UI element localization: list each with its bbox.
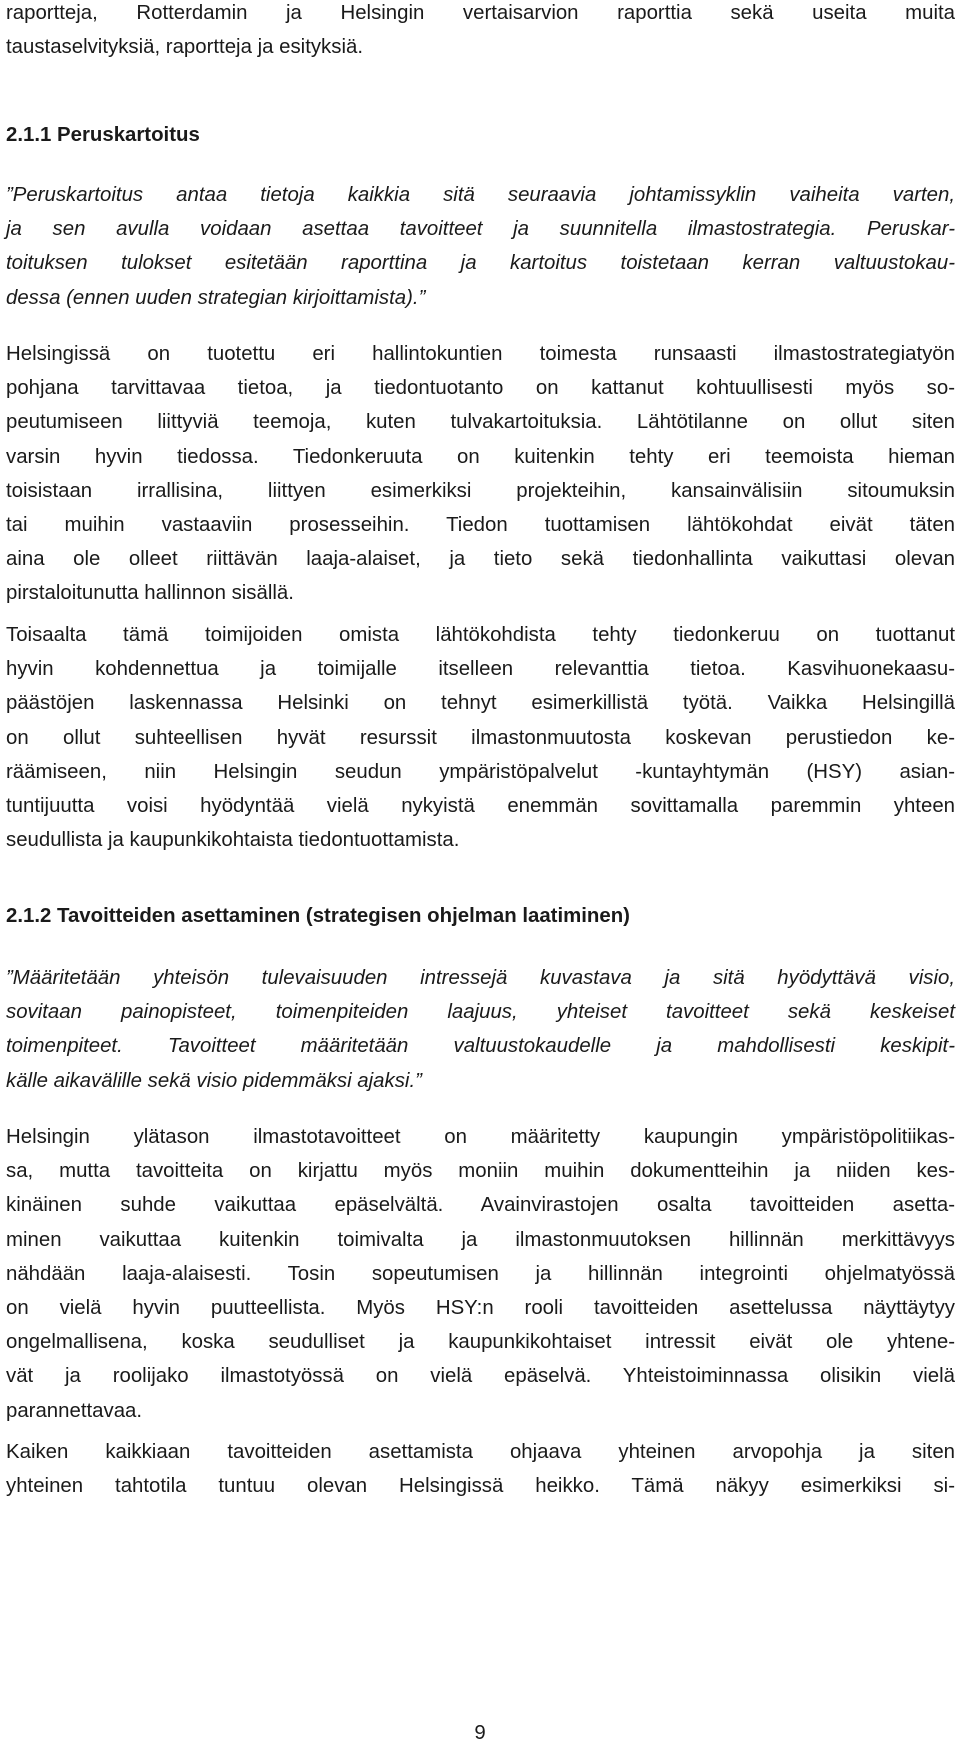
quote-tavoitteiden-asettaminen — [6, 961, 955, 1098]
text-line: toisistaan irrallisina, liittyen esimerkiksi projekteihin, kansainvälisiin sitoumuksin — [6, 479, 955, 502]
text-line: varsin hyvin tiedossa. Tiedonkeruuta on kuitenkin tehty eri teemoista hieman — [6, 445, 955, 468]
text-line: dessa (ennen uuden strategian kirjoittamista).” — [6, 286, 426, 309]
section-heading-2-1-2 — [6, 899, 955, 933]
text-line: yhteinen tahtotila tuntuu olevan Helsingissä heikko. Tämä näkyy esimerkiksi si- — [6, 1475, 955, 1498]
text-line: kinäinen suhde vaikuttaa epäselvältä. Avainvirastojen osalta tavoitteiden asetta- — [6, 1194, 955, 1217]
text-line: sa, mutta tavoitteita on kirjattu myös moniin muihin dokumentteihin ja niiden kes- — [6, 1160, 955, 1183]
text-line: hyvin kohdennettua ja toimijalle itselleen relevanttia tietoa. Kasvihuonekaasu- — [6, 658, 955, 681]
text-line: nähdään laaja-alaisesti. Tosin sopeutumisen ja hillinnän integrointi ohjelmatyössä — [6, 1262, 955, 1285]
text-line: ongelmallisena, koska seudulliset ja kaupunkikohtaiset intressit eivät ole yhtene- — [6, 1331, 955, 1354]
text-line: ”Peruskartoitus antaa tietoja kaikkia sitä seuraavia johtamissyklin vaiheita varten, — [6, 184, 955, 206]
text-line: peutumiseen liittyviä teemoja, kuten tulvakartoituksia. Lähtötilanne on ollut siten — [6, 411, 955, 434]
paragraph-toisaalta — [6, 618, 955, 857]
text-line: seudullista ja kaupunkikohtaista tiedontuottamista. — [6, 829, 460, 852]
paragraph-kaiken-kaikkiaan — [6, 1435, 955, 1503]
paragraph-ylatason-ilmastotavoitteet — [6, 1120, 955, 1428]
text-line: pirstaloitunutta hallinnon sisällä. — [6, 582, 294, 605]
text-line: källe aikavälille sekä visio pidemmäksi ajaksi.” — [6, 1069, 422, 1092]
text-line: parannettavaa. — [6, 1399, 143, 1422]
text-line: räämiseen, niin Helsingin seudun ympäristöpalvelut -kuntayhtymän (HSY) asian- — [6, 760, 955, 783]
text-line: Helsingissä on tuotettu eri hallintokuntien toimesta runsaasti ilmastostrategiatyön — [6, 343, 955, 365]
text-line: tuntijuutta voisi hyödyntää vielä nykyistä enemmän sovittamalla paremmin yhteen — [6, 795, 955, 818]
text-line: on vielä hyvin puutteellista. Myös HSY:n rooli tavoitteiden asettelussa näyttäytyy — [6, 1297, 955, 1320]
text-line: aina ole olleet riittävän laaja-alaiset, ja tieto sekä tiedonhallinta vaikuttasi olevan — [6, 548, 955, 571]
text-line: ”Määritetään yhteisön tulevaisuuden intressejä kuvastava ja sitä hyödyttävä visio, — [6, 967, 955, 989]
text-line: minen vaikuttaa kuitenkin toimivalta ja ilmastonmuutoksen hillinnän merkittävyys — [6, 1228, 955, 1251]
text-line: taustaselvityksiä, raportteja ja esityksiä. — [6, 36, 363, 59]
intro-paragraph — [6, 0, 955, 64]
text-line: sovitaan painopisteet, toimenpiteiden laajuus, yhteiset tavoitteet sekä keskeiset — [6, 1001, 955, 1024]
text-line: tai muihin vastaaviin prosesseihin. Tiedon tuottamisen lähtökohdat eivät täten — [6, 514, 955, 537]
heading-text: 2.1.2 Tavoitteiden asettaminen (strategisen ohjelman laatiminen) — [6, 905, 630, 927]
text-line: toimenpiteet. Tavoitteet määritetään valtuustokaudelle ja mahdollisesti keskipit- — [6, 1035, 955, 1058]
text-line: ja sen avulla voidaan asettaa tavoitteet ja suunnitella ilmastostrategia. Peruskar- — [6, 218, 955, 241]
paragraph-helsinki-tiedontuotanto — [6, 337, 955, 611]
quote-peruskartoitus — [6, 178, 955, 315]
text-line: raportteja, Rotterdamin ja Helsingin vertaisarvion raporttia sekä useita muita — [6, 2, 955, 24]
text-line: Toisaalta tämä toimijoiden omista lähtökohdista tehty tiedonkeruu on tuottanut — [6, 624, 955, 646]
text-line: Helsingin ylätason ilmastotavoitteet on määritetty kaupungin ympäristöpolitiikas- — [6, 1126, 955, 1148]
text-line: toituksen tulokset esitetään raporttina ja kartoitus toistetaan kerran valtuustokau- — [6, 252, 955, 275]
text-line: vät ja roolijako ilmastotyössä on vielä epäselvä. Yhteistoiminnassa olisikin vielä — [6, 1365, 955, 1388]
text-line: pohjana tarvittavaa tietoa, ja tiedontuotanto on kattanut kohtuullisesti myös so- — [6, 377, 955, 400]
text-line: Kaiken kaikkiaan tavoitteiden asettamista ohjaava yhteinen arvopohja ja siten — [6, 1441, 955, 1463]
section-heading-2-1-1 — [6, 118, 955, 152]
text-line: päästöjen laskennassa Helsinki on tehnyt esimerkillistä työtä. Vaikka Helsingillä — [6, 692, 955, 715]
page-number: 9 — [474, 1722, 486, 1744]
heading-text: 2.1.1 Peruskartoitus — [6, 124, 200, 146]
text-line: on ollut suhteellisen hyvät resurssit ilmastonmuutosta koskevan perustiedon ke- — [6, 726, 955, 749]
